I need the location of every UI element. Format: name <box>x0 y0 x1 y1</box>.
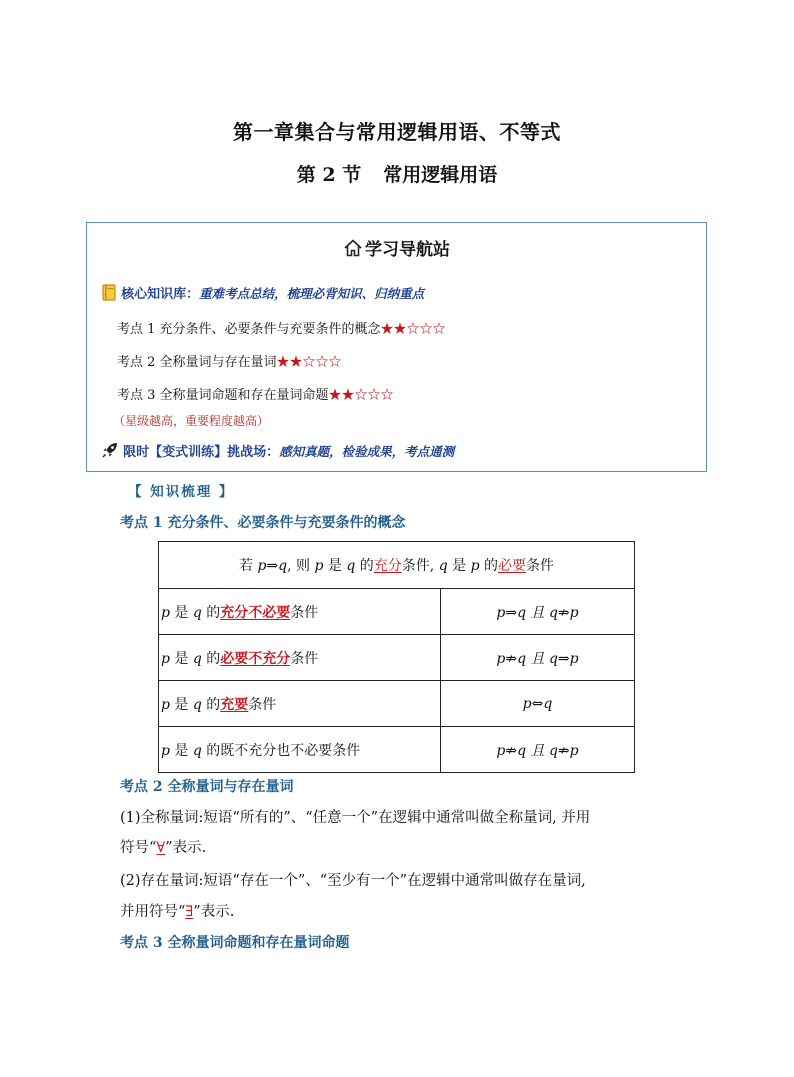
relation-cell <box>441 681 635 727</box>
condition-table <box>158 541 635 773</box>
core-desc: 重难考点总结，梳理必背知识、归纳重点 <box>199 286 425 301</box>
rocket-icon <box>101 441 119 459</box>
hdr-text: 的 <box>479 558 498 574</box>
knowledge-heading: 【 知识梳理 】 <box>128 484 235 500</box>
cell-text: 的 <box>201 742 221 759</box>
sufficient-emph: 充分 <box>373 558 402 574</box>
table-row <box>159 727 635 773</box>
cell-text: 条件 <box>290 650 319 667</box>
var-q: q <box>438 558 448 574</box>
var-p: p <box>470 558 480 574</box>
star-note: （星级越高，重要程度越高） <box>113 414 270 428</box>
challenge-label: 限时【变式训练】挑战场： <box>123 445 280 460</box>
relation-cell <box>441 727 635 773</box>
point-1 <box>117 318 446 337</box>
relation-text: p⇏q 且 q⇒p <box>496 650 579 667</box>
cell-text: 是 <box>169 650 193 667</box>
var-q: q <box>192 650 202 667</box>
section-label: 第 2 节 <box>296 164 362 186</box>
kp2-title: 考点 2 全称量词与存在量词 <box>120 779 294 795</box>
var-p: p <box>257 558 267 574</box>
core-knowledge-row <box>101 283 424 302</box>
para-text: 符号“ <box>120 840 157 856</box>
condition-cell <box>159 589 441 635</box>
cell-text: 条件 <box>290 604 319 621</box>
var-p: p <box>314 558 324 574</box>
condition-emph: 充要 <box>220 696 249 713</box>
var-q: q <box>278 558 288 574</box>
point-2-text: 考点 2 全称量词与存在量词 <box>117 355 277 370</box>
hdr-text: 是 <box>323 558 347 574</box>
var-p: p <box>161 650 170 667</box>
table-header-cell <box>159 542 635 589</box>
kp1-title: 考点 1 充分条件、必要条件与充要条件的概念 <box>120 515 406 531</box>
kp2-para-2b <box>120 900 234 921</box>
table-header-row <box>159 542 635 589</box>
cell-text: 是 <box>169 696 193 713</box>
kp2-para-1a: (1)全称量词:短语“所有的”、“任意一个”在逻辑中通常叫做全称量词, 并用 <box>120 810 591 826</box>
cell-text: 的 <box>201 604 221 621</box>
point-2 <box>117 351 342 370</box>
table-row <box>159 681 635 727</box>
relation-text: p⇒q 且 q⇏p <box>496 604 579 621</box>
section-name: 常用逻辑用语 <box>383 164 498 186</box>
kp3-title: 考点 3 全称量词命题和存在量词命题 <box>120 935 350 951</box>
relation-text: p⇏q 且 q⇏p <box>496 742 579 759</box>
necessary-emph: 必要 <box>497 558 526 574</box>
point-3-text: 考点 3 全称量词命题和存在量词命题 <box>117 388 329 403</box>
condition-emph: 必要不充分 <box>220 650 291 667</box>
section-title <box>0 160 794 187</box>
cell-text: 条件 <box>248 696 277 713</box>
para-text: 并用符号“ <box>120 904 186 920</box>
para-text: ”表示. <box>165 840 207 856</box>
kp2-para-2a: (2)存在量词:短语“存在一个”、“至少有一个”在逻辑中通常叫做存在量词, <box>120 873 586 889</box>
imply-symbol: ⇒ <box>266 558 279 574</box>
cell-text: 的 <box>201 696 221 713</box>
core-label: 核心知识库： <box>121 287 200 302</box>
hdr-text: , 则 <box>287 558 315 574</box>
table-row <box>159 635 635 681</box>
point-3 <box>117 384 394 403</box>
cell-text: 的 <box>201 650 221 667</box>
nav-heading-text: 学习导航站 <box>365 240 450 260</box>
point-1-stars: ★★☆☆☆ <box>380 322 446 337</box>
kp2-para-1b <box>120 836 206 857</box>
cell-text: 是 <box>169 604 193 621</box>
point-2-stars: ★★☆☆☆ <box>276 355 342 370</box>
point-3-stars: ★★☆☆☆ <box>328 388 394 403</box>
hdr-text: 若 <box>239 558 258 574</box>
table-row <box>159 589 635 635</box>
home-icon <box>343 238 363 258</box>
challenge-desc: 感知真题，检验成果，考点通测 <box>279 444 455 459</box>
hdr-text: 条件, <box>401 558 439 574</box>
condition-emph: 充分不必要 <box>220 604 291 621</box>
challenge-row <box>101 441 454 460</box>
cell-text: 既不充分也不必要条件 <box>220 742 361 759</box>
cell-text: 是 <box>169 742 193 759</box>
exists-symbol: ∃ <box>185 904 194 920</box>
var-q: q <box>192 604 202 621</box>
hdr-text: 的 <box>355 558 374 574</box>
para-text: ”表示. <box>193 904 235 920</box>
relation-cell <box>441 589 635 635</box>
condition-cell <box>159 635 441 681</box>
learning-nav-box <box>86 222 707 472</box>
condition-cell <box>159 727 441 773</box>
relation-text: p⇔q <box>522 695 553 712</box>
var-p: p <box>161 604 170 621</box>
var-q: q <box>192 742 202 759</box>
relation-cell <box>441 635 635 681</box>
book-icon <box>101 284 117 301</box>
hdr-text: 条件 <box>525 558 554 574</box>
chapter-title: 第一章集合与常用逻辑用语、不等式 <box>233 120 561 144</box>
var-p: p <box>161 696 170 713</box>
var-q: q <box>192 696 202 713</box>
nav-heading <box>87 235 706 260</box>
forall-symbol: ∀ <box>156 840 166 856</box>
var-q: q <box>346 558 356 574</box>
condition-cell <box>159 681 441 727</box>
point-1-text: 考点 1 充分条件、必要条件与充要条件的概念 <box>117 322 381 337</box>
hdr-text: 是 <box>447 558 471 574</box>
var-p: p <box>161 742 170 759</box>
